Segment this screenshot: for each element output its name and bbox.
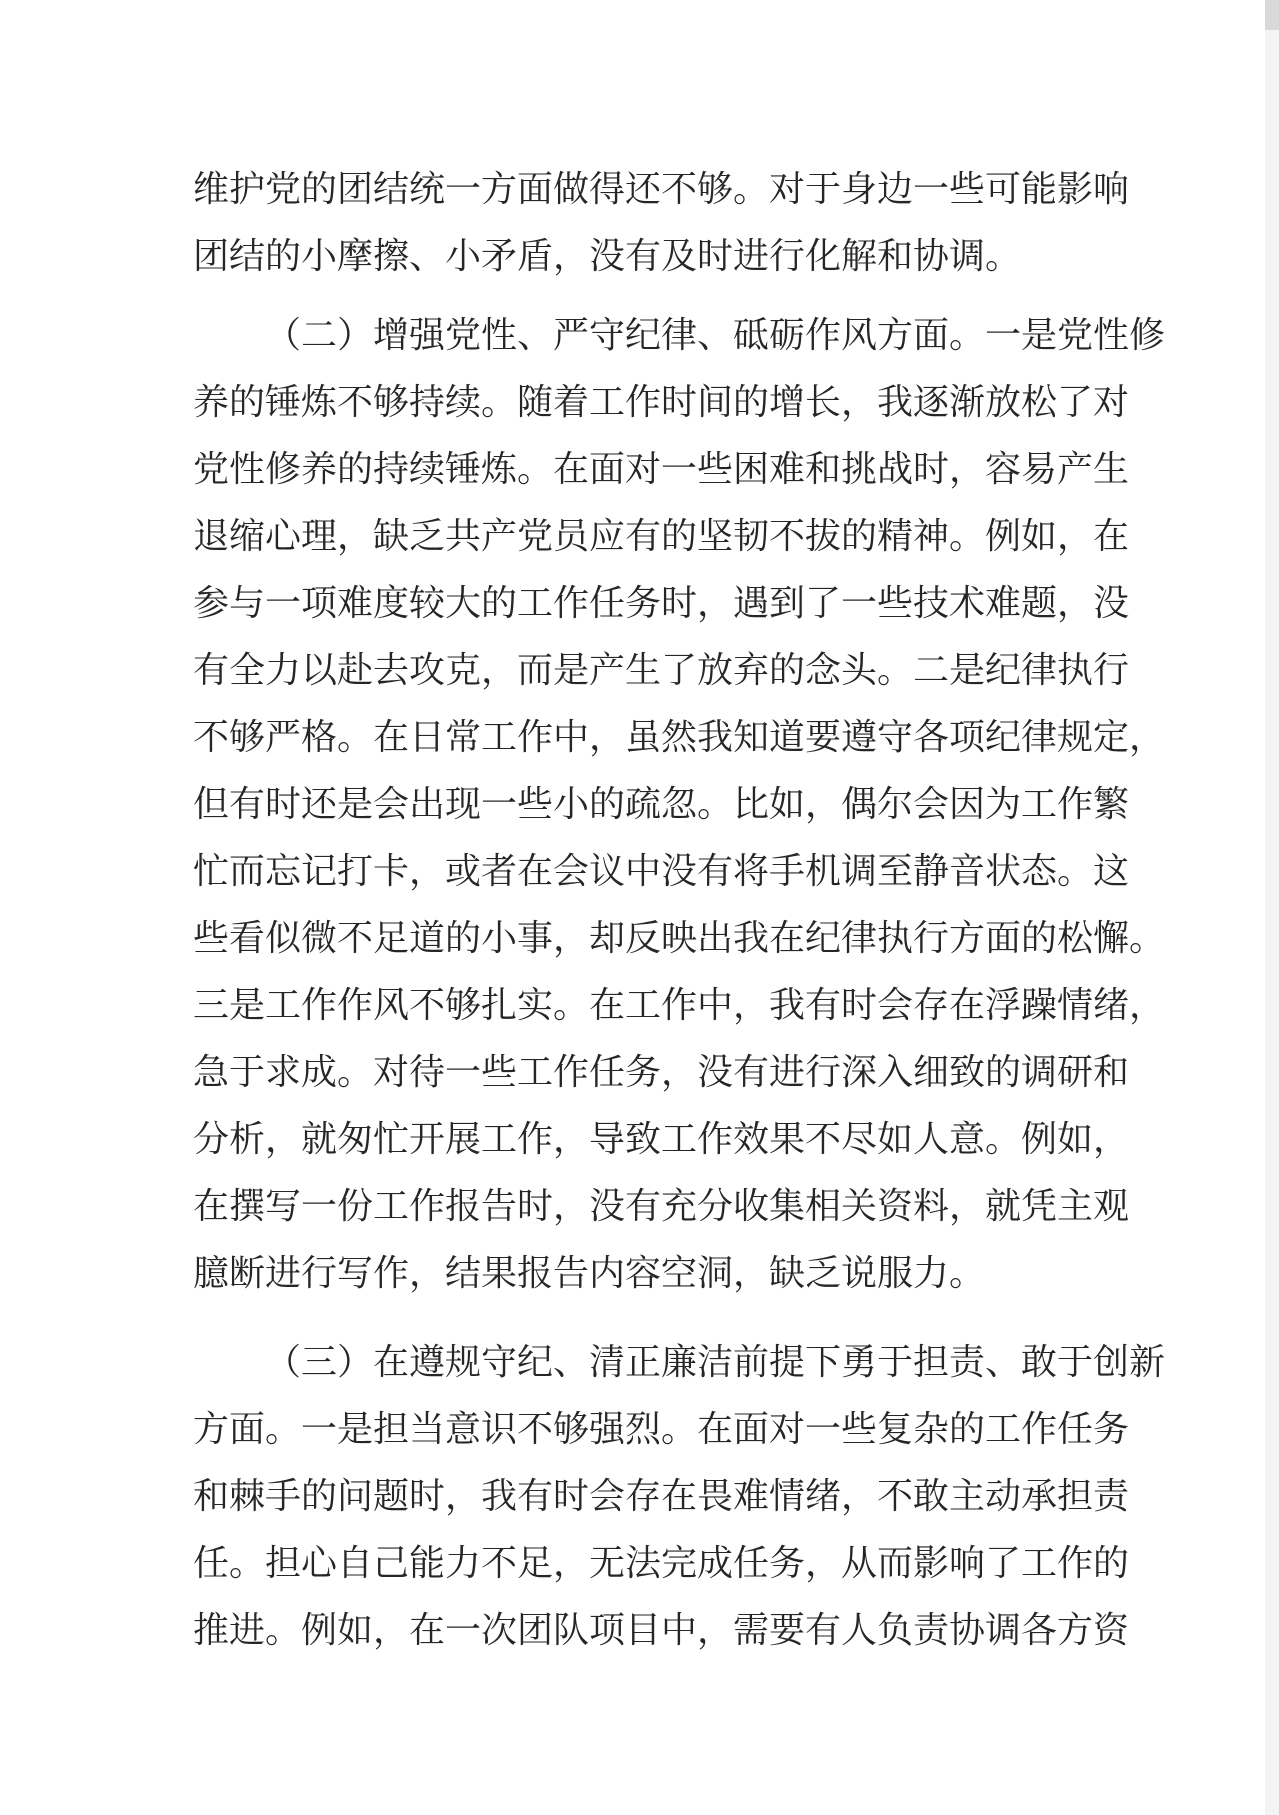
document-body bbox=[193, 156, 1166, 1664]
text-line: 些看似微不足道的小事，却反映出我在纪律执行方面的松懈。 bbox=[193, 918, 1166, 959]
text-line: 方面。一是担当意识不够强烈。在面对一些复杂的工作任务 bbox=[193, 1409, 1130, 1450]
text-line: 忙而忘记打卡，或者在会议中没有将手机调至静音状态。这 bbox=[193, 851, 1130, 892]
text-line: 有全力以赴去攻克，而是产生了放弃的念头。二是纪律执行 bbox=[193, 650, 1130, 691]
text-line: 分析，就匆忙开展工作，导致工作效果不尽如人意。例如， bbox=[193, 1119, 1130, 1160]
text-line: 和棘手的问题时，我有时会存在畏难情绪，不敢主动承担责 bbox=[193, 1476, 1130, 1517]
text-line: 但有时还是会出现一些小的疏忽。比如，偶尔会因为工作繁 bbox=[193, 784, 1130, 825]
text-line: 推进。例如，在一次团队项目中，需要有人负责协调各方资 bbox=[193, 1610, 1130, 1651]
text-line: 退缩心理，缺乏共产党员应有的坚韧不拔的精神。例如，在 bbox=[193, 516, 1130, 557]
text-line: 急于求成。对待一些工作任务，没有进行深入细致的调研和 bbox=[193, 1052, 1130, 1093]
text-line: 任。担心自己能力不足，无法完成任务，从而影响了工作的 bbox=[193, 1543, 1130, 1584]
text-line: 团结的小摩擦、小矛盾，没有及时进行化解和协调。 bbox=[193, 236, 1022, 277]
text-line: 不够严格。在日常工作中，虽然我知道要遵守各项纪律规定， bbox=[193, 717, 1166, 758]
scrollbar[interactable] bbox=[1265, 0, 1279, 1815]
text-line: 维护党的团结统一方面做得还不够。对于身边一些可能影响 bbox=[193, 169, 1130, 210]
text-line: 三是工作作风不够扎实。在工作中，我有时会存在浮躁情绪， bbox=[193, 985, 1166, 1026]
text-line: 在撰写一份工作报告时，没有充分收集相关资料，就凭主观 bbox=[193, 1186, 1130, 1227]
section-heading-line: （二）增强党性、严守纪律、砥砺作风方面。一是党性修 bbox=[265, 315, 1166, 356]
text-line: 党性修养的持续锤炼。在面对一些困难和挑战时，容易产生 bbox=[193, 449, 1130, 490]
text-line: 养的锤炼不够持续。随着工作时间的增长，我逐渐放松了对 bbox=[193, 382, 1130, 423]
scrollbar-thumb[interactable] bbox=[1265, 0, 1279, 30]
text-line: 臆断进行写作，结果报告内容空洞，缺乏说服力。 bbox=[193, 1253, 986, 1294]
text-line: 参与一项难度较大的工作任务时，遇到了一些技术难题，没 bbox=[193, 583, 1130, 624]
section-heading-line: （三）在遵规守纪、清正廉洁前提下勇于担责、敢于创新 bbox=[265, 1342, 1166, 1383]
